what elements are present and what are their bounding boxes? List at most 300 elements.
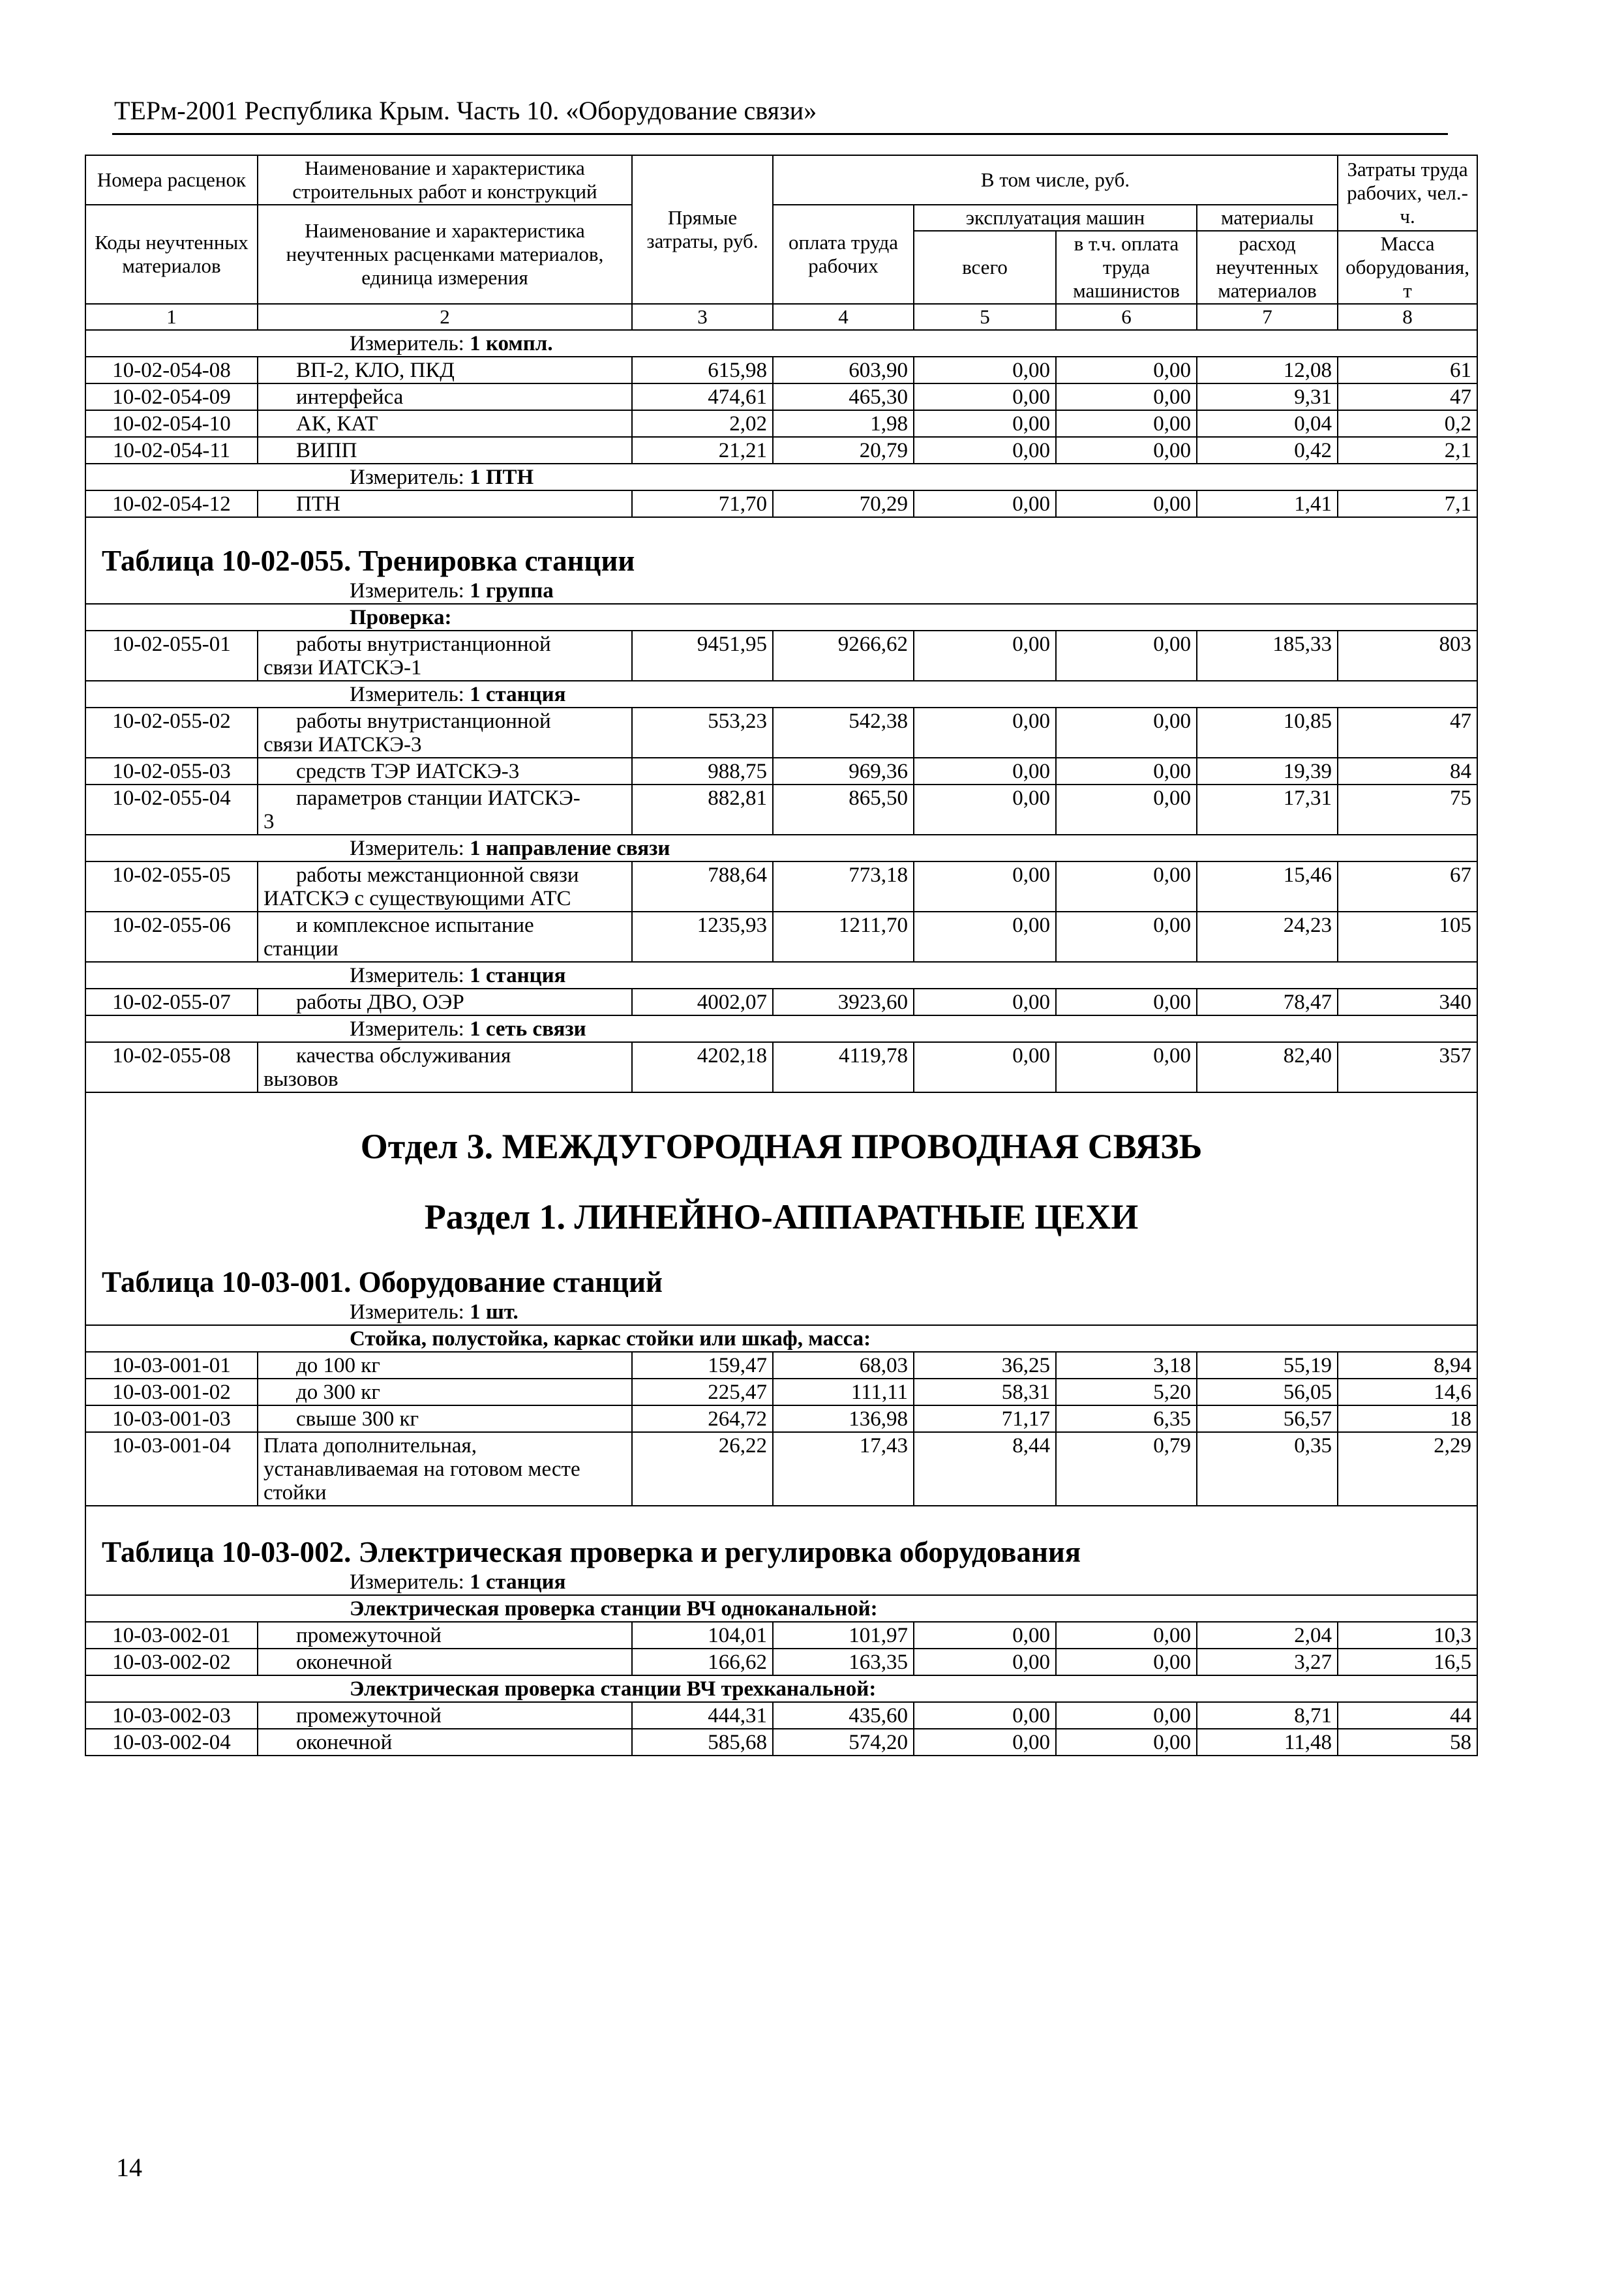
table-row (85, 1702, 1477, 1729)
rate-name-line: качества обслуживания (296, 1044, 511, 1068)
measure-value: 1 группа (470, 579, 554, 603)
measure-value: 1 станция (470, 683, 566, 706)
rate-code: 10-02-055-02 (85, 708, 258, 758)
table-001-title: Таблица 10-03-001. Оборудование станций (102, 1266, 663, 1298)
materials-header: материалы (1197, 205, 1338, 231)
measure-row (85, 1569, 1477, 1595)
rate-v5: 0,00 (914, 989, 1056, 1015)
rate-name (258, 1702, 632, 1729)
group-label: Проверка: (350, 606, 452, 629)
rate-v7: 1,41 (1197, 490, 1338, 517)
rate-v7: 17,31 (1197, 785, 1338, 835)
group-row (85, 1325, 1477, 1352)
group-header: В том числе, руб. (773, 155, 1338, 205)
table-header-row-2 (85, 205, 1477, 231)
table-row (85, 861, 1477, 912)
rows-055-d (85, 989, 1477, 1015)
rate-name (258, 631, 632, 681)
title-row (85, 1236, 1477, 1299)
rate-name-line: ВП-2, КЛО, ПКД (296, 359, 455, 382)
part-title: Раздел 1. ЛИНЕЙНО-АППАРАТНЫЕ ЦЕХИ (424, 1197, 1139, 1236)
rate-v4: 465,30 (773, 383, 914, 410)
title-row (85, 517, 1477, 578)
rate-v7: 15,46 (1197, 861, 1338, 912)
measure-label: Измеритель: (350, 1017, 464, 1041)
machines-header: эксплуатация машин (914, 205, 1197, 231)
rate-code: 10-02-055-05 (85, 861, 258, 912)
rate-code: 10-03-002-03 (85, 1702, 258, 1729)
table-row (85, 1352, 1477, 1379)
rate-v7: 10,85 (1197, 708, 1338, 758)
rate-code: 10-02-055-07 (85, 989, 258, 1015)
col-number: 1 (85, 304, 258, 330)
rate-v7: 55,19 (1197, 1352, 1338, 1379)
table-row (85, 1405, 1477, 1432)
rate-v7: 0,35 (1197, 1432, 1338, 1506)
rate-code: 10-02-055-04 (85, 785, 258, 835)
rate-v5: 0,00 (914, 758, 1056, 785)
rate-v7: 2,04 (1197, 1622, 1338, 1649)
rate-v5: 0,00 (914, 357, 1056, 383)
rate-v5: 0,00 (914, 785, 1056, 835)
rate-v8: 7,1 (1338, 490, 1477, 517)
rate-name-line: ВИПП (296, 439, 357, 462)
table-row (85, 631, 1477, 681)
rate-v8: 58 (1338, 1729, 1477, 1756)
rate-code: 10-03-002-01 (85, 1622, 258, 1649)
group-row (85, 1595, 1477, 1622)
rate-v3: 474,61 (632, 383, 773, 410)
rate-code: 10-03-002-02 (85, 1649, 258, 1675)
rate-code: 10-02-055-01 (85, 631, 258, 681)
rate-v6: 0,00 (1056, 785, 1197, 835)
rate-v5: 0,00 (914, 1702, 1056, 1729)
measure-row (85, 330, 1477, 357)
rate-name-line: оконечной (296, 1731, 393, 1754)
rate-code: 10-03-001-04 (85, 1432, 258, 1506)
rate-v7: 185,33 (1197, 631, 1338, 681)
col-number: 2 (258, 304, 632, 330)
rate-v5: 0,00 (914, 490, 1056, 517)
col2-top-header: Наименование и характеристика строительных работ и конструкций (258, 155, 632, 205)
rate-v6: 0,00 (1056, 410, 1197, 437)
table-row (85, 383, 1477, 410)
rate-v4: 4119,78 (773, 1042, 914, 1092)
rate-v8: 2,29 (1338, 1432, 1477, 1506)
rate-name (258, 1622, 632, 1649)
rate-name (258, 989, 632, 1015)
rate-v8: 803 (1338, 631, 1477, 681)
rate-name-line: связи ИАТСКЭ-3 (263, 733, 422, 756)
rate-name (258, 437, 632, 464)
rate-v5: 71,17 (914, 1405, 1056, 1432)
rate-v3: 444,31 (632, 1702, 773, 1729)
col8-top-header: Затраты труда рабочих, чел.-ч. (1338, 155, 1477, 231)
rate-code: 10-02-054-10 (85, 410, 258, 437)
rows-054-a (85, 357, 1477, 464)
rows-055-a (85, 631, 1477, 681)
rate-name-line: работы межстанционной связи (296, 863, 579, 887)
col2-bottom-header: Наименование и характеристика неучтенных расценками материалов, единица измерения (258, 205, 632, 304)
measure-row (85, 464, 1477, 490)
rate-v5: 0,00 (914, 631, 1056, 681)
rows-001 (85, 1352, 1477, 1506)
section-row (85, 1166, 1477, 1236)
rate-v5: 0,00 (914, 861, 1056, 912)
rate-v6: 0,00 (1056, 490, 1197, 517)
rate-v3: 615,98 (632, 357, 773, 383)
measure-value: 1 компл. (470, 332, 553, 355)
col1-top-header: Номера расценок (85, 155, 258, 205)
rate-v3: 21,21 (632, 437, 773, 464)
rate-v4: 3923,60 (773, 989, 914, 1015)
rate-name-line: связи ИАТСКЭ-1 (263, 656, 422, 680)
measure-label: Измеритель: (350, 683, 464, 706)
column-numbers-row (85, 304, 1477, 330)
rate-v4: 20,79 (773, 437, 914, 464)
col-number: 5 (914, 304, 1056, 330)
rate-v7: 24,23 (1197, 912, 1338, 962)
table-row (85, 1379, 1477, 1405)
rate-v6: 0,00 (1056, 861, 1197, 912)
group-label: Электрическая проверка станции ВЧ одноканальной: (350, 1597, 878, 1621)
rate-v7: 12,08 (1197, 357, 1338, 383)
measure-row (85, 578, 1477, 604)
rate-v6: 0,00 (1056, 758, 1197, 785)
rate-v8: 67 (1338, 861, 1477, 912)
rate-v4: 1211,70 (773, 912, 914, 962)
rates-table-frame (85, 155, 1477, 1756)
rows-002-b (85, 1702, 1477, 1756)
table-row (85, 1432, 1477, 1506)
rate-name-line: параметров станции ИАТСКЭ- (296, 786, 580, 810)
rate-name (258, 861, 632, 912)
rate-v5: 0,00 (914, 912, 1056, 962)
rate-name-line: промежуточной (296, 1624, 442, 1647)
rate-v5: 0,00 (914, 1622, 1056, 1649)
rows-054-b (85, 490, 1477, 517)
col-number: 8 (1338, 304, 1477, 330)
rate-code: 10-03-001-02 (85, 1379, 258, 1405)
rate-v7: 56,57 (1197, 1405, 1338, 1432)
rate-v8: 0,2 (1338, 410, 1477, 437)
col8-bottom-header: Масса оборудования, т (1338, 231, 1477, 304)
rate-v3: 1235,93 (632, 912, 773, 962)
rate-v6: 0,00 (1056, 989, 1197, 1015)
rate-v8: 18 (1338, 1405, 1477, 1432)
measure-value: 1 направление связи (470, 837, 670, 860)
rate-name (258, 912, 632, 962)
rate-name-line: ИАТСКЭ с существующими АТС (263, 887, 571, 910)
rate-v7: 19,39 (1197, 758, 1338, 785)
rate-v8: 105 (1338, 912, 1477, 962)
rate-name (258, 1729, 632, 1756)
measure-value: 1 шт. (470, 1300, 519, 1324)
rate-v3: 4002,07 (632, 989, 773, 1015)
rate-v7: 0,42 (1197, 437, 1338, 464)
rate-v5: 0,00 (914, 1042, 1056, 1092)
rate-v8: 75 (1338, 785, 1477, 835)
rate-name (258, 1352, 632, 1379)
rate-v5: 36,25 (914, 1352, 1056, 1379)
section-row (85, 1092, 1477, 1166)
col5-header: всего (914, 231, 1056, 304)
rows-055-c (85, 861, 1477, 962)
page-number: 14 (116, 2153, 142, 2182)
table-row (85, 437, 1477, 464)
rate-v6: 0,00 (1056, 631, 1197, 681)
col-number: 3 (632, 304, 773, 330)
rate-v4: 163,35 (773, 1649, 914, 1675)
rate-code: 10-02-054-12 (85, 490, 258, 517)
rate-name-line: интерфейса (296, 385, 404, 409)
rate-v6: 0,00 (1056, 1622, 1197, 1649)
rate-v4: 435,60 (773, 1702, 914, 1729)
rate-v8: 10,3 (1338, 1622, 1477, 1649)
rate-v7: 78,47 (1197, 989, 1338, 1015)
rate-v6: 0,00 (1056, 437, 1197, 464)
rate-name (258, 383, 632, 410)
header-rule (112, 133, 1448, 135)
rate-name (258, 410, 632, 437)
rates-table (85, 155, 1478, 1756)
title-row (85, 1506, 1477, 1569)
rate-code: 10-02-055-03 (85, 758, 258, 785)
rate-v3: 159,47 (632, 1352, 773, 1379)
rate-v7: 56,05 (1197, 1379, 1338, 1405)
rate-v4: 542,38 (773, 708, 914, 758)
rate-v5: 0,00 (914, 383, 1056, 410)
table-row (85, 410, 1477, 437)
table-row (85, 1649, 1477, 1675)
rate-v7: 11,48 (1197, 1729, 1338, 1756)
rate-name-line: работы ДВО, ОЭР (296, 991, 464, 1014)
rate-name (258, 785, 632, 835)
rate-v6: 0,00 (1056, 1702, 1197, 1729)
measure-row (85, 1299, 1477, 1325)
rate-v6: 0,00 (1056, 708, 1197, 758)
rate-v8: 8,94 (1338, 1352, 1477, 1379)
rate-v4: 70,29 (773, 490, 914, 517)
rate-v5: 0,00 (914, 1649, 1056, 1675)
rate-v8: 47 (1338, 708, 1477, 758)
col-number: 4 (773, 304, 914, 330)
rate-v6: 0,00 (1056, 1042, 1197, 1092)
rate-name (258, 1432, 632, 1506)
rate-v5: 0,00 (914, 410, 1056, 437)
measure-label: Измеритель: (350, 579, 464, 603)
rate-v4: 574,20 (773, 1729, 914, 1756)
rate-name-line: работы внутристанционной (296, 633, 551, 656)
table-row (85, 758, 1477, 785)
measure-value: 1 сеть связи (470, 1017, 586, 1041)
rate-code: 10-02-054-09 (85, 383, 258, 410)
rate-v6: 0,00 (1056, 1729, 1197, 1756)
group-label: Электрическая проверка станции ВЧ трехканальной: (350, 1677, 877, 1701)
rate-v5: 0,00 (914, 437, 1056, 464)
group-row (85, 604, 1477, 631)
rate-name (258, 1649, 632, 1675)
page-header: ТЕРм-2001 Республика Крым. Часть 10. «Оборудование связи» (114, 96, 817, 125)
rate-v6: 0,00 (1056, 912, 1197, 962)
rate-code: 10-02-054-11 (85, 437, 258, 464)
rate-v3: 166,62 (632, 1649, 773, 1675)
measure-value: 1 станция (470, 1570, 566, 1594)
table-row (85, 708, 1477, 758)
rate-v6: 0,79 (1056, 1432, 1197, 1506)
rows-055-b (85, 708, 1477, 835)
rate-name-line: и комплексное испытание (296, 914, 534, 937)
col-number: 7 (1197, 304, 1338, 330)
rate-v8: 16,5 (1338, 1649, 1477, 1675)
rate-v5: 8,44 (914, 1432, 1056, 1506)
rate-v7: 3,27 (1197, 1649, 1338, 1675)
rows-002-a (85, 1622, 1477, 1675)
rate-name-line: до 300 кг (296, 1381, 380, 1404)
rate-v8: 357 (1338, 1042, 1477, 1092)
rate-name-line: работы внутристанционной (296, 710, 551, 733)
rate-code: 10-03-002-04 (85, 1729, 258, 1756)
rate-code: 10-02-055-08 (85, 1042, 258, 1092)
table-row (85, 989, 1477, 1015)
rate-v8: 44 (1338, 1702, 1477, 1729)
measure-label: Измеритель: (350, 964, 464, 987)
rate-v3: 553,23 (632, 708, 773, 758)
rate-name-line: устанавливаемая на готовом месте (263, 1458, 580, 1481)
col4-header: оплата труда рабочих (773, 205, 914, 304)
measure-row (85, 1015, 1477, 1042)
table-row (85, 912, 1477, 962)
rate-v6: 5,20 (1056, 1379, 1197, 1405)
rate-v8: 14,6 (1338, 1379, 1477, 1405)
rate-v4: 17,43 (773, 1432, 914, 1506)
rate-v3: 9451,95 (632, 631, 773, 681)
rate-name-line: стойки (263, 1481, 327, 1504)
rate-name (258, 490, 632, 517)
table-055-title: Таблица 10-02-055. Тренировка станции (102, 545, 635, 577)
rate-v3: 26,22 (632, 1432, 773, 1506)
rate-v3: 585,68 (632, 1729, 773, 1756)
measure-value: 1 ПТН (470, 466, 534, 489)
rate-name-line: Плата дополнительная, (263, 1434, 477, 1458)
table-row (85, 785, 1477, 835)
table-header-row-1 (85, 155, 1477, 205)
table-002-title: Таблица 10-03-002. Электрическая проверка и регулировка оборудования (102, 1536, 1081, 1568)
measure-label: Измеритель: (350, 1300, 464, 1324)
rate-v7: 82,40 (1197, 1042, 1338, 1092)
rate-v8: 47 (1338, 383, 1477, 410)
table-row (85, 1042, 1477, 1092)
col-number: 6 (1056, 304, 1197, 330)
rate-name (258, 708, 632, 758)
rate-v3: 71,70 (632, 490, 773, 517)
rate-v8: 84 (1338, 758, 1477, 785)
rate-code: 10-03-001-01 (85, 1352, 258, 1379)
rate-name-line: ПТН (296, 492, 340, 516)
rows-055-e (85, 1042, 1477, 1092)
col1-bottom-header: Коды неучтенных материалов (85, 205, 258, 304)
measure-label: Измеритель: (350, 466, 464, 489)
rate-name-line: 3 (263, 810, 275, 833)
measure-row (85, 681, 1477, 708)
measure-label: Измеритель: (350, 332, 464, 355)
rate-name-line: свыше 300 кг (296, 1407, 419, 1431)
rate-v4: 603,90 (773, 357, 914, 383)
rate-v8: 2,1 (1338, 437, 1477, 464)
measure-label: Измеритель: (350, 837, 464, 860)
rate-v3: 264,72 (632, 1405, 773, 1432)
rate-v6: 0,00 (1056, 357, 1197, 383)
rate-v3: 988,75 (632, 758, 773, 785)
rate-code: 10-02-055-06 (85, 912, 258, 962)
table-row (85, 357, 1477, 383)
measure-row (85, 835, 1477, 861)
table-row (85, 1729, 1477, 1756)
rate-v4: 969,36 (773, 758, 914, 785)
table-row (85, 1622, 1477, 1649)
rate-name-line: вызовов (263, 1068, 338, 1091)
rate-v4: 773,18 (773, 861, 914, 912)
rate-name-line: станции (263, 937, 338, 961)
rate-code: 10-03-001-03 (85, 1405, 258, 1432)
rate-v4: 865,50 (773, 785, 914, 835)
rate-v3: 788,64 (632, 861, 773, 912)
rate-v7: 8,71 (1197, 1702, 1338, 1729)
col6-header: в т.ч. оплата труда машинистов (1056, 231, 1197, 304)
rate-name (258, 1379, 632, 1405)
rate-name (258, 1042, 632, 1092)
rate-name (258, 758, 632, 785)
rate-v8: 340 (1338, 989, 1477, 1015)
rate-v3: 225,47 (632, 1379, 773, 1405)
rate-code: 10-02-054-08 (85, 357, 258, 383)
rate-v4: 1,98 (773, 410, 914, 437)
rate-name-line: до 100 кг (296, 1354, 380, 1377)
rate-v6: 0,00 (1056, 1649, 1197, 1675)
rate-v3: 2,02 (632, 410, 773, 437)
rate-v4: 9266,62 (773, 631, 914, 681)
rate-name (258, 357, 632, 383)
measure-label: Измеритель: (350, 1570, 464, 1594)
rate-v3: 882,81 (632, 785, 773, 835)
measure-value: 1 станция (470, 964, 566, 987)
rate-v8: 61 (1338, 357, 1477, 383)
department-title: Отдел 3. МЕЖДУГОРОДНАЯ ПРОВОДНАЯ СВЯЗЬ (360, 1127, 1203, 1166)
rate-name-line: промежуточной (296, 1704, 442, 1728)
rate-name (258, 1405, 632, 1432)
rate-v4: 136,98 (773, 1405, 914, 1432)
rate-v6: 0,00 (1056, 383, 1197, 410)
table-row (85, 490, 1477, 517)
rate-v7: 0,04 (1197, 410, 1338, 437)
group-row (85, 1675, 1477, 1702)
rate-v6: 3,18 (1056, 1352, 1197, 1379)
col7-header: расход неучтенных материалов (1197, 231, 1338, 304)
rate-name-line: оконечной (296, 1651, 393, 1674)
rate-v4: 111,11 (773, 1379, 914, 1405)
rate-name-line: средств ТЭР ИАТСКЭ-3 (296, 760, 520, 783)
rate-name-line: АК, КАТ (296, 412, 378, 436)
rate-v6: 6,35 (1056, 1405, 1197, 1432)
measure-row (85, 962, 1477, 989)
rate-v4: 101,97 (773, 1622, 914, 1649)
rate-v3: 104,01 (632, 1622, 773, 1649)
rate-v5: 0,00 (914, 708, 1056, 758)
rate-v4: 68,03 (773, 1352, 914, 1379)
col3-header: Прямые затраты, руб. (632, 155, 773, 304)
group-label: Стойка, полустойка, каркас стойки или шкаф, масса: (350, 1327, 871, 1351)
rate-v5: 0,00 (914, 1729, 1056, 1756)
